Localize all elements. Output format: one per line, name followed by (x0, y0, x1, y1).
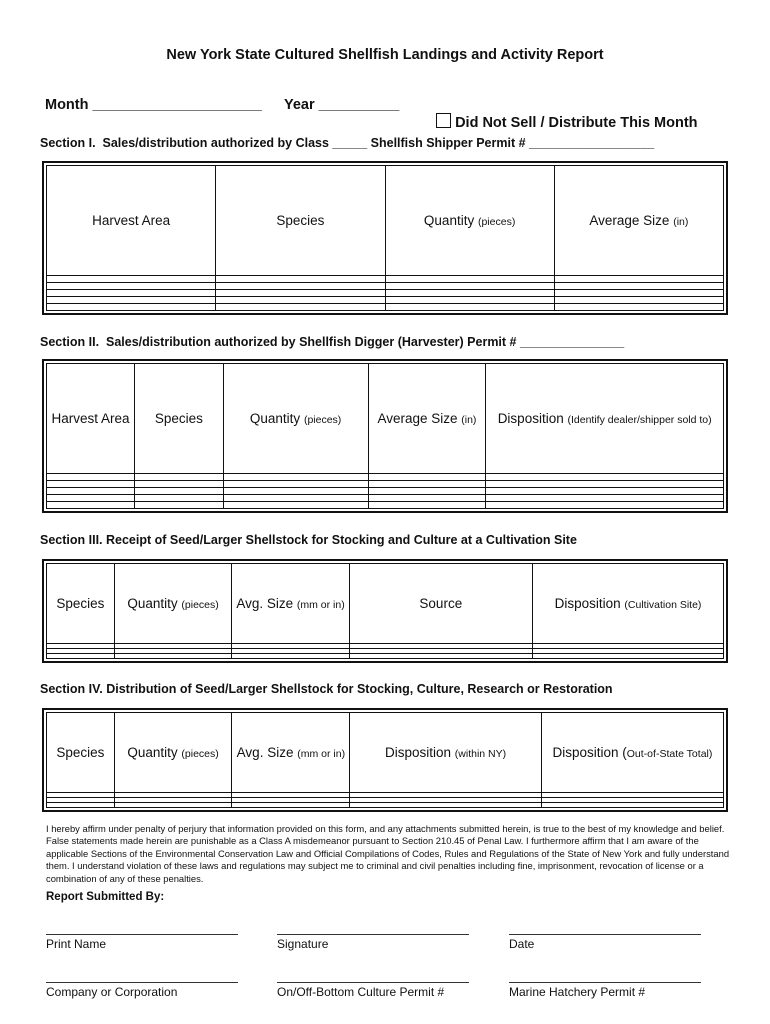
table-cell[interactable] (554, 276, 723, 283)
section4-table-box (42, 708, 728, 812)
date-field[interactable] (509, 934, 701, 951)
table-row (47, 488, 724, 495)
table-cell[interactable] (349, 654, 532, 659)
table-cell[interactable] (541, 803, 723, 808)
table-cell[interactable] (486, 502, 724, 509)
signature-field[interactable] (277, 934, 469, 951)
date-line[interactable] (509, 934, 701, 935)
column-header: Disposition (within NY) (350, 713, 542, 793)
table-cell[interactable] (47, 495, 135, 502)
section3-table (46, 563, 724, 659)
hatchery-permit-label: Marine Hatchery Permit # (509, 985, 646, 999)
table-row (47, 304, 724, 311)
table-cell[interactable] (47, 481, 135, 488)
table-cell[interactable] (47, 474, 135, 481)
hatchery-permit-line[interactable] (509, 982, 701, 983)
month-field[interactable]: Month _____________________ (45, 97, 262, 113)
table-cell[interactable] (486, 488, 724, 495)
section2-header-row (47, 364, 724, 474)
section2-table (46, 363, 724, 509)
column-header: Quantity (pieces) (385, 166, 554, 276)
table-cell[interactable] (216, 276, 385, 283)
did-not-sell-checkbox[interactable] (436, 113, 451, 128)
column-header: Species (47, 564, 115, 644)
table-cell[interactable] (350, 803, 542, 808)
section1-table-box (42, 161, 728, 315)
table-cell[interactable] (385, 297, 554, 304)
print-name-label: Print Name (46, 937, 107, 951)
did-not-sell-label: Did Not Sell / Distribute This Month (455, 115, 698, 131)
table-cell[interactable] (135, 488, 224, 495)
signature-label: Signature (277, 937, 329, 951)
column-header: Species (47, 713, 115, 793)
table-cell[interactable] (47, 283, 216, 290)
table-row (47, 474, 724, 481)
table-cell[interactable] (368, 481, 486, 488)
table-cell[interactable] (554, 297, 723, 304)
column-header: Quantity (pieces) (223, 364, 368, 474)
table-row (47, 283, 724, 290)
column-header: Disposition (Identify dealer/shipper sold to) (486, 364, 724, 474)
section1-header-row (47, 166, 724, 276)
table-cell[interactable] (47, 297, 216, 304)
table-row (47, 502, 724, 509)
column-header: Quantity (pieces) (114, 713, 232, 793)
table-cell[interactable] (368, 502, 486, 509)
section2-table-box (42, 359, 728, 513)
section4-table (46, 712, 724, 808)
table-cell[interactable] (47, 803, 115, 808)
did-not-sell-option[interactable] (428, 97, 698, 131)
table-cell[interactable] (554, 283, 723, 290)
table-cell[interactable] (385, 276, 554, 283)
table-cell[interactable] (135, 502, 224, 509)
table-cell[interactable] (223, 502, 368, 509)
table-cell[interactable] (533, 654, 724, 659)
affirmation-text: I hereby affirm under penalty of perjury that information provided on this form, and any attachments submitted herein, is true to the best of my knowledge and belief. False statements made herein are punishable as a Class A misdemeanor pursuant to Section 210.45 of Penal Law. I furthermore affirm that I am aware of the applicable Sections of the Environmental Conservation Law and Official Compilations of Codes, Rules and Regulations of the State of New York and fully understand them. I understand violation of these laws and regulations may subject me to criminal and civil penalties including fine, imprisonment, revocation of license or a combination of any of these penalties. (46, 823, 730, 884)
table-cell[interactable] (223, 495, 368, 502)
table-cell[interactable] (47, 502, 135, 509)
section4-title: Section IV. Distribution of Seed/Larger Shellstock for Stocking, Culture, Research or Restoration (40, 682, 613, 696)
table-row (47, 290, 724, 297)
table-row (47, 481, 724, 488)
column-header: Average Size (in) (368, 364, 486, 474)
table-cell[interactable] (385, 304, 554, 311)
print-name-field[interactable] (46, 934, 238, 951)
section1-title: Section I. Sales/distribution authorized by Class _____ Shellfish Shipper Permit # __________________ (40, 136, 655, 150)
table-cell[interactable] (114, 803, 232, 808)
table-cell[interactable] (486, 481, 724, 488)
page-title: New York State Cultured Shellfish Landings and Activity Report (166, 47, 604, 63)
culture-permit-line[interactable] (277, 982, 469, 983)
table-cell[interactable] (47, 276, 216, 283)
table-cell[interactable] (486, 495, 724, 502)
section3-title: Section III. Receipt of Seed/Larger Shellstock for Stocking and Culture at a Cultivation Site (40, 533, 577, 547)
table-cell[interactable] (385, 283, 554, 290)
table-cell[interactable] (385, 290, 554, 297)
signature-line[interactable] (277, 934, 469, 935)
section1-table (46, 165, 724, 311)
table-cell[interactable] (216, 297, 385, 304)
section2-title: Section II. Sales/distribution authorized by Shellfish Digger (Harvester) Permit # _______________ (40, 335, 625, 349)
column-header: Disposition (Cultivation Site) (533, 564, 724, 644)
table-cell[interactable] (114, 654, 232, 659)
table-cell[interactable] (47, 304, 216, 311)
column-header: Avg. Size (mm or in) (232, 564, 349, 644)
table-cell[interactable] (47, 290, 216, 297)
table-cell[interactable] (216, 290, 385, 297)
table-cell[interactable] (135, 474, 224, 481)
table-row (47, 654, 724, 659)
section4-header-row (47, 713, 724, 793)
table-cell[interactable] (135, 481, 224, 488)
table-cell[interactable] (554, 290, 723, 297)
date-label: Date (509, 937, 535, 951)
column-header: Species (216, 166, 385, 276)
column-header: Species (135, 364, 224, 474)
table-row (47, 297, 724, 304)
table-cell[interactable] (368, 495, 486, 502)
table-row (47, 803, 724, 808)
section3-table-box (42, 559, 728, 663)
hatchery-permit-field[interactable] (509, 982, 701, 999)
report-submitted-by: Report Submitted By: (46, 891, 165, 903)
column-header: Avg. Size (mm or in) (232, 713, 350, 793)
company-label: Company or Corporation (46, 985, 178, 999)
table-cell[interactable] (486, 474, 724, 481)
column-header: Source (349, 564, 532, 644)
table-cell[interactable] (232, 803, 350, 808)
company-field[interactable] (46, 982, 238, 999)
table-cell[interactable] (223, 481, 368, 488)
table-cell[interactable] (47, 654, 115, 659)
table-cell[interactable] (216, 304, 385, 311)
column-header: Harvest Area (47, 166, 216, 276)
culture-permit-field[interactable] (277, 982, 469, 999)
table-cell[interactable] (368, 474, 486, 481)
table-cell[interactable] (216, 283, 385, 290)
column-header: Harvest Area (47, 364, 135, 474)
table-cell[interactable] (223, 488, 368, 495)
culture-permit-label: On/Off-Bottom Culture Permit # (277, 985, 445, 999)
table-cell[interactable] (232, 654, 349, 659)
company-line[interactable] (46, 982, 238, 983)
column-header: Average Size (in) (554, 166, 723, 276)
column-header: Disposition (Out-of-State Total) (541, 713, 723, 793)
table-cell[interactable] (47, 488, 135, 495)
print-name-line[interactable] (46, 934, 238, 935)
table-cell[interactable] (135, 495, 224, 502)
column-header: Quantity (pieces) (114, 564, 232, 644)
table-cell[interactable] (368, 488, 486, 495)
table-row (47, 276, 724, 283)
table-cell[interactable] (554, 304, 723, 311)
table-row (47, 495, 724, 502)
section3-header-row (47, 564, 724, 644)
table-cell[interactable] (223, 474, 368, 481)
year-field[interactable]: Year __________ (284, 97, 400, 113)
